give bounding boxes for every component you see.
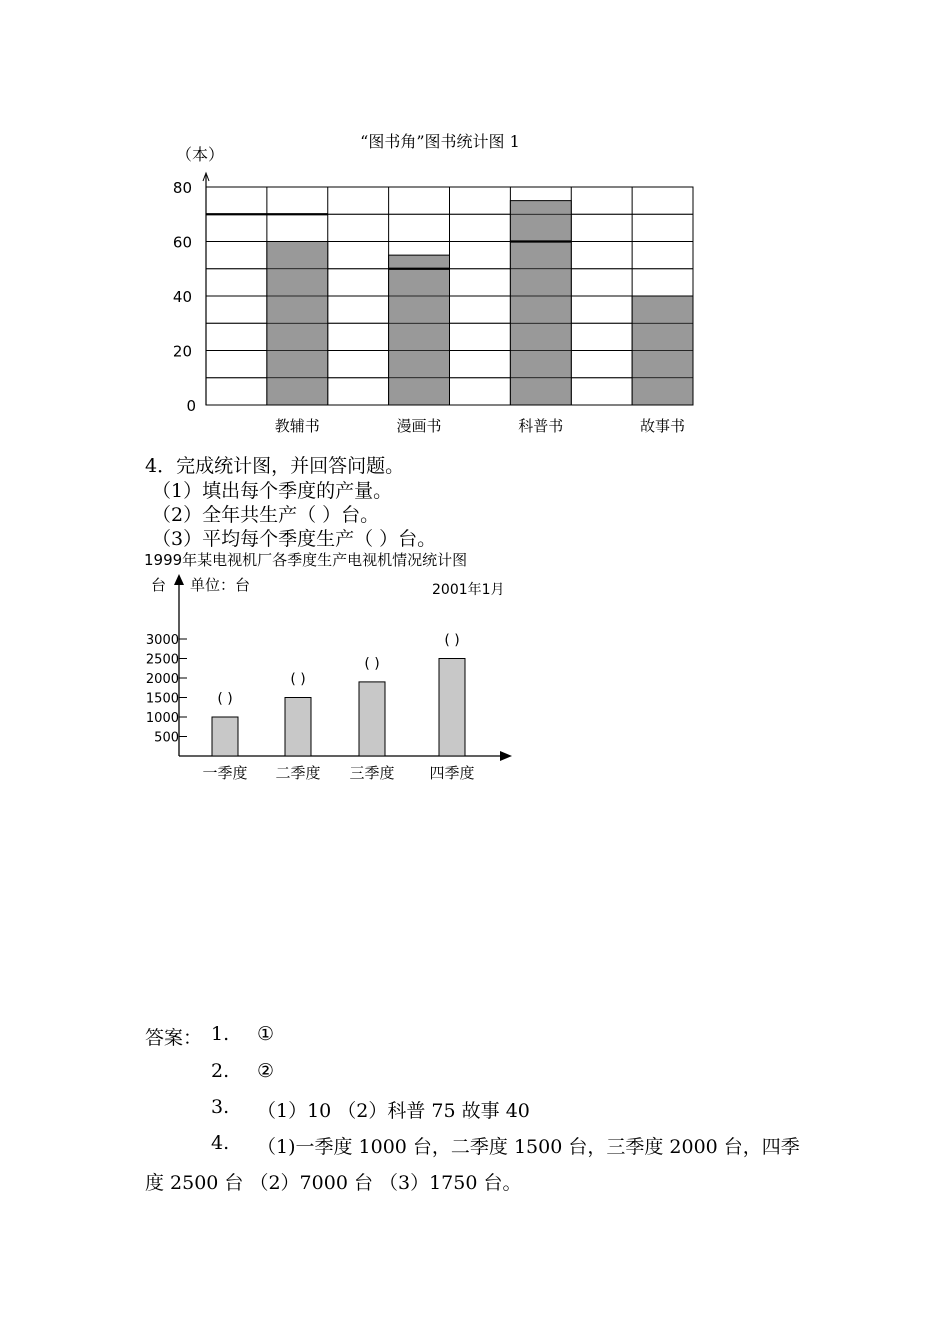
chart1-y-tick-label: 40 bbox=[172, 288, 192, 306]
chart2-x-tick-label: 二季度 bbox=[275, 764, 321, 782]
chart1-y-tick-label: 20 bbox=[172, 342, 192, 361]
chart2-bars bbox=[212, 659, 465, 757]
chart2-x-arrow bbox=[500, 751, 512, 761]
chart2-title: 1999年某电视机厂各季度生产电视机情况统计图 bbox=[144, 551, 468, 569]
chart2-value-placeholder: ( ) bbox=[217, 691, 233, 707]
tv-production-chart bbox=[0, 540, 950, 800]
chart2-y-label: 台 bbox=[151, 576, 167, 594]
chart2-bar-1 bbox=[212, 717, 238, 756]
answer-3: （1）10 （2）科普 75 故事 40 bbox=[257, 1100, 530, 1122]
question-4-part-3: （3）平均每个季度生产（ ）台。 bbox=[152, 528, 437, 550]
chart1-x-ticks bbox=[275, 417, 685, 435]
chart2-x-tick-label: 三季度 bbox=[349, 764, 395, 782]
answer-4-number: 4. bbox=[211, 1132, 230, 1154]
chart1-y-tick-label: 0 bbox=[186, 397, 196, 415]
chart2-unit-label: 单位：台 bbox=[190, 576, 251, 594]
answer-4-line-1: （1)一季度 1000 台，二季度 1500 台，三季度 2000 台，四季 bbox=[257, 1136, 800, 1158]
chart2-value-placeholders bbox=[217, 633, 459, 708]
answer-2-number: 2. bbox=[211, 1060, 230, 1082]
chart2-bar-2 bbox=[285, 698, 311, 757]
question-4-part-1: （1）填出每个季度的产量。 bbox=[152, 480, 393, 502]
chart2-x-tick-label: 四季度 bbox=[429, 764, 475, 782]
chart1-x-tick-label: 漫画书 bbox=[396, 417, 442, 435]
chart1-x-tick-label: 科普书 bbox=[518, 417, 564, 435]
chart1-title: “图书角”图书统计图 1 bbox=[360, 132, 520, 151]
chart1-y-label: （本） bbox=[176, 145, 225, 164]
chart2-y-tick-label: 500 bbox=[154, 730, 179, 746]
answer-3-number: 3. bbox=[211, 1096, 230, 1118]
chart2-y-arrow bbox=[174, 574, 184, 585]
chart2-value-placeholder: ( ) bbox=[364, 655, 380, 672]
question-4-part-2: （2）全年共生产（ ）台。 bbox=[152, 504, 380, 526]
chart1-bar-3 bbox=[510, 201, 571, 405]
chart1-y-tick-label: 80 bbox=[172, 179, 192, 197]
answer-2: ② bbox=[257, 1060, 275, 1082]
answer-1-number: 1. bbox=[211, 1023, 230, 1045]
chart2-x-tick-label: 一季度 bbox=[202, 764, 248, 782]
chart1-y-tick-label: 60 bbox=[172, 233, 192, 252]
chart1-y-ticks bbox=[173, 179, 196, 415]
chart2-date: 2001年1月 bbox=[432, 582, 505, 598]
chart1-x-tick-label: 故事书 bbox=[640, 417, 686, 435]
chart1-x-tick-label: 教辅书 bbox=[274, 417, 320, 435]
chart2-value-placeholder: ( ) bbox=[290, 671, 306, 688]
book-chart bbox=[0, 0, 950, 440]
chart1-axis bbox=[203, 173, 209, 405]
chart2-y-ticks bbox=[146, 633, 187, 746]
chart2-y-tick-label: 2000 bbox=[145, 672, 179, 687]
chart2-bar-4 bbox=[439, 659, 465, 757]
chart2-y-tick-label: 3000 bbox=[145, 633, 179, 648]
answer-4-line-2: 度 2500 台 （2）7000 台 （3）1750 台。 bbox=[145, 1172, 522, 1194]
question-4-title: 4．完成统计图，并回答问题。 bbox=[145, 455, 405, 477]
chart2-y-tick-label: 1000 bbox=[145, 711, 179, 726]
chart2-y-tick-label: 2500 bbox=[145, 652, 179, 668]
answer-1: ① bbox=[257, 1023, 275, 1045]
chart2-bar-3 bbox=[359, 682, 385, 756]
chart2-y-tick-label: 1500 bbox=[145, 691, 179, 707]
answers-label: 答案： bbox=[145, 1027, 203, 1049]
chart2-x-ticks bbox=[202, 764, 474, 782]
chart2-value-placeholder: ( ) bbox=[444, 632, 460, 649]
chart1-bar-2 bbox=[389, 255, 450, 405]
